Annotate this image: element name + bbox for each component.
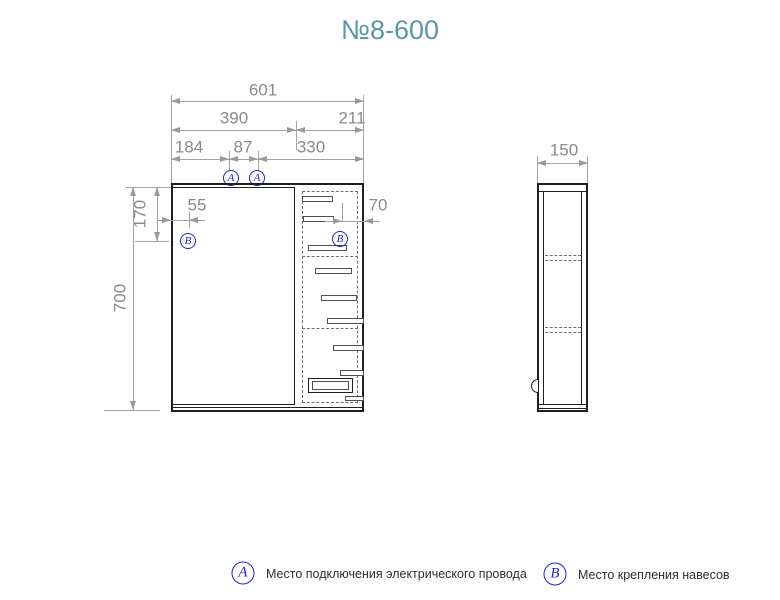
shelf-slot: [302, 196, 333, 202]
shelf-slot: [333, 345, 364, 351]
dimension-line-601: [171, 101, 364, 102]
dimension-line-184-87-330: [171, 159, 364, 160]
arrowhead: [229, 156, 238, 162]
arrowhead: [355, 98, 364, 104]
arrowhead: [537, 160, 546, 166]
legend-text-a: Место подключения электрического провода: [266, 566, 527, 581]
dimension-label-a-spacing: 87: [233, 137, 253, 157]
hidden-shelf-line: [545, 255, 581, 256]
dimension-label-door-width: 390: [219, 108, 249, 128]
hidden-shelf-line: [302, 328, 358, 329]
arrowhead: [171, 98, 180, 104]
side-front-panel-line: [543, 191, 544, 404]
hidden-shelf-line: [545, 260, 581, 261]
side-back-panel-line: [581, 191, 582, 404]
legend-symbol-b: B: [544, 563, 567, 586]
door-handle: [531, 379, 538, 393]
arrowhead: [355, 156, 364, 162]
dimension-label-b-offset-right: 70: [368, 195, 388, 215]
arrowhead: [171, 127, 180, 133]
dimension-line-390-211: [171, 130, 364, 131]
lamp-housing-inner: [312, 381, 349, 390]
shelf-slot: [315, 268, 352, 274]
arrowhead: [296, 127, 305, 133]
marker-a-right: A: [249, 170, 265, 186]
arrowhead: [287, 127, 296, 133]
hidden-shelf-line: [545, 327, 581, 328]
arrowhead: [130, 401, 136, 410]
dimension-label-depth: 150: [549, 140, 579, 160]
bottom-panel-line: [173, 407, 362, 408]
dimension-label-b-offset-top: 170: [130, 199, 150, 229]
arrowhead: [130, 187, 136, 196]
arrowhead: [364, 218, 373, 224]
arrowhead: [162, 217, 171, 223]
dimension-label-b-offset-left: 55: [187, 195, 207, 215]
legend-symbol-a: A: [232, 562, 255, 585]
side-top-panel-line: [539, 191, 586, 192]
side-bottom-panel-line: [539, 404, 586, 405]
side-bottom-panel-line: [539, 408, 586, 409]
arrowhead: [154, 232, 160, 241]
arrowhead: [220, 156, 229, 162]
extension-line: [135, 241, 169, 242]
drawing-title: №8-600: [340, 15, 440, 45]
shelf-slot: [327, 318, 364, 324]
arrowhead: [189, 217, 198, 223]
marker-b-right: B: [332, 231, 348, 247]
extension-line: [171, 95, 172, 184]
arrowhead: [154, 187, 160, 196]
arrowhead: [333, 218, 342, 224]
shelf-slot: [321, 295, 357, 301]
arrowhead: [258, 156, 267, 162]
dimension-label-total-height: 700: [110, 283, 130, 313]
dimension-label-a-offset-left: 184: [174, 137, 204, 157]
shelf-slot: [340, 370, 364, 376]
marker-b-left: B: [180, 233, 196, 249]
dimension-label-a-offset-right: 330: [296, 137, 326, 157]
arrowhead: [355, 127, 364, 133]
arrowhead: [171, 156, 180, 162]
dimension-label-total-width: 601: [248, 80, 278, 100]
extension-line: [104, 410, 160, 411]
hidden-shelf-line: [545, 332, 581, 333]
marker-a-left: A: [223, 170, 239, 186]
dimension-label-shelf-width: 211: [338, 108, 366, 128]
arrowhead: [579, 160, 588, 166]
arrowhead: [249, 156, 258, 162]
hidden-shelf-line: [302, 256, 358, 257]
shelf-slot: [345, 396, 364, 401]
extension-line: [342, 203, 343, 221]
legend-text-b: Место крепления навесов: [578, 567, 730, 582]
